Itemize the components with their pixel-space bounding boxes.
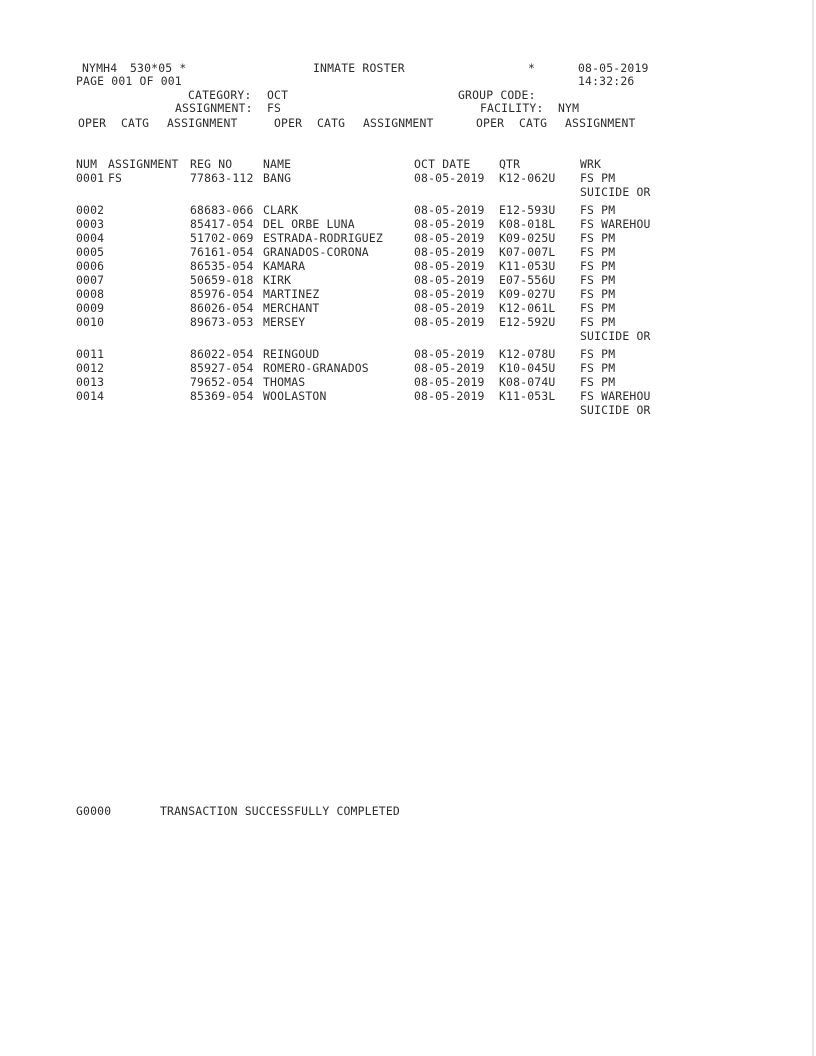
row-reg-no: 68683-066 [190, 203, 254, 217]
row-oct-date: 08-05-2019 [414, 273, 485, 287]
row-wrk: FS PM [580, 375, 616, 389]
oper-label-1: OPER [78, 116, 107, 130]
row-num: 0009 [76, 301, 105, 315]
row-oct-date: 08-05-2019 [414, 259, 485, 273]
row-wrk: FS PM [580, 301, 616, 315]
row-name: ESTRADA-RODRIGUEZ [263, 231, 383, 245]
row-wrk: FS PM [580, 361, 616, 375]
assignment-col-label-2: ASSIGNMENT [363, 116, 434, 130]
row-wrk: FS WAREHOU [580, 389, 651, 403]
row-qtr: K09-025U [499, 231, 556, 245]
row-reg-no: 89673-053 [190, 315, 254, 329]
col-name: NAME [263, 157, 292, 171]
row-qtr: K11-053U [499, 259, 556, 273]
row-name: REINGOUD [263, 347, 320, 361]
group-code-label: GROUP CODE: [458, 88, 536, 102]
row-qtr: K07-007L [499, 245, 556, 259]
table-row [0, 231, 816, 245]
row-qtr: K08-074U [499, 375, 556, 389]
row-name: MERCHANT [263, 301, 320, 315]
col-wrk: WRK [580, 157, 602, 171]
row-reg-no: 85927-054 [190, 361, 254, 375]
row-reg-no: 86535-054 [190, 259, 254, 273]
row-oct-date: 08-05-2019 [414, 361, 485, 375]
col-oct-date: OCT DATE [414, 157, 471, 171]
table-row [0, 361, 816, 375]
row-oct-date: 08-05-2019 [414, 171, 485, 185]
row-name: GRANADOS-CORONA [263, 245, 369, 259]
row-num: 0002 [76, 203, 105, 217]
row-reg-no: 86022-054 [190, 347, 254, 361]
row-qtr: E07-556U [499, 273, 556, 287]
row-qtr: K10-045U [499, 361, 556, 375]
row-wrk: FS PM [580, 171, 616, 185]
row-wrk: FS PM [580, 231, 616, 245]
table-row [0, 347, 816, 361]
row-wrk: FS PM [580, 347, 616, 361]
table-row-continuation [0, 185, 816, 199]
row-oct-date: 08-05-2019 [414, 375, 485, 389]
col-reg-no: REG NO [190, 157, 233, 171]
assignment-value: FS [267, 101, 282, 115]
row-wrk: FS PM [580, 203, 616, 217]
row-wrk: FS PM [580, 315, 616, 329]
row-name: WOOLASTON [263, 389, 327, 403]
system-code: NYMH4 [82, 61, 118, 75]
table-row [0, 389, 816, 403]
roster-header-row [0, 157, 816, 171]
row-oct-date: 08-05-2019 [414, 245, 485, 259]
row-qtr: K09-027U [499, 287, 556, 301]
row-wrk: FS PM [580, 259, 616, 273]
table-row [0, 315, 816, 329]
row-qtr: K12-078U [499, 347, 556, 361]
page-info: PAGE 001 OF 001 [76, 74, 182, 88]
facility-value: NYM [558, 101, 580, 115]
row-num: 0006 [76, 259, 105, 273]
row-assignment: FS [108, 171, 123, 185]
row-oct-date: 08-05-2019 [414, 315, 485, 329]
row-name: MARTINEZ [263, 287, 320, 301]
table-row [0, 259, 816, 273]
assignment-label: ASSIGNMENT: [175, 101, 253, 115]
assignment-col-label-3: ASSIGNMENT [565, 116, 636, 130]
row-wrk: FS PM [580, 273, 616, 287]
table-row [0, 375, 816, 389]
row-reg-no: 85976-054 [190, 287, 254, 301]
row-name: THOMAS [263, 375, 306, 389]
oper-label-2: OPER [274, 116, 303, 130]
report-title: INMATE ROSTER [313, 61, 405, 75]
row-qtr: K12-061L [499, 301, 556, 315]
row-qtr: E12-592U [499, 315, 556, 329]
row-num: 0012 [76, 361, 105, 375]
header-star: * [528, 61, 536, 75]
row-wrk-extra: SUICIDE OR [580, 403, 651, 417]
row-wrk: FS WAREHOU [580, 217, 651, 231]
row-reg-no: 77863-112 [190, 171, 254, 185]
row-name: KIRK [263, 273, 292, 287]
row-num: 0008 [76, 287, 105, 301]
row-reg-no: 51702-069 [190, 231, 254, 245]
screen-code: 530*05 * [130, 61, 187, 75]
table-row [0, 301, 816, 315]
row-qtr: E12-593U [499, 203, 556, 217]
row-reg-no: 76161-054 [190, 245, 254, 259]
row-oct-date: 08-05-2019 [414, 287, 485, 301]
col-qtr: QTR [499, 157, 521, 171]
row-num: 0011 [76, 347, 105, 361]
category-value: OCT [267, 88, 289, 102]
table-row-continuation [0, 329, 816, 343]
report-time: 14:32:26 [578, 74, 635, 88]
category-label: CATEGORY: [188, 88, 252, 102]
row-num: 0005 [76, 245, 105, 259]
catg-label-2: CATG [317, 116, 346, 130]
report-date: 08-05-2019 [578, 61, 649, 75]
row-wrk-extra: SUICIDE OR [580, 329, 651, 343]
row-num: 0014 [76, 389, 105, 403]
status-message: TRANSACTION SUCCESSFULLY COMPLETED [160, 804, 400, 818]
table-row [0, 217, 816, 231]
row-qtr: K12-062U [499, 171, 556, 185]
row-oct-date: 08-05-2019 [414, 231, 485, 245]
row-qtr: K11-053L [499, 389, 556, 403]
col-assignment: ASSIGNMENT [108, 157, 179, 171]
assignment-col-label-1: ASSIGNMENT [167, 116, 238, 130]
col-num: NUM [76, 157, 98, 171]
table-row [0, 273, 816, 287]
row-num: 0001 [76, 171, 105, 185]
row-name: MERSEY [263, 315, 306, 329]
row-reg-no: 85417-054 [190, 217, 254, 231]
row-oct-date: 08-05-2019 [414, 301, 485, 315]
table-row [0, 245, 816, 259]
table-row [0, 171, 816, 185]
row-name: BANG [263, 171, 292, 185]
row-oct-date: 08-05-2019 [414, 217, 485, 231]
row-num: 0003 [76, 217, 105, 231]
row-qtr: K08-018L [499, 217, 556, 231]
row-num: 0007 [76, 273, 105, 287]
row-reg-no: 86026-054 [190, 301, 254, 315]
row-wrk: FS PM [580, 287, 616, 301]
row-wrk-extra: SUICIDE OR [580, 185, 651, 199]
row-name: CLARK [263, 203, 299, 217]
row-oct-date: 08-05-2019 [414, 203, 485, 217]
row-name: ROMERO-GRANADOS [263, 361, 369, 375]
oper-label-3: OPER [476, 116, 505, 130]
table-row [0, 287, 816, 301]
row-name: KAMARA [263, 259, 306, 273]
facility-label: FACILITY: [480, 101, 544, 115]
row-num: 0010 [76, 315, 105, 329]
status-code: G0000 [76, 804, 112, 818]
table-row-continuation [0, 403, 816, 417]
row-oct-date: 08-05-2019 [414, 389, 485, 403]
row-oct-date: 08-05-2019 [414, 347, 485, 361]
row-num: 0013 [76, 375, 105, 389]
row-reg-no: 50659-018 [190, 273, 254, 287]
row-reg-no: 85369-054 [190, 389, 254, 403]
row-reg-no: 79652-054 [190, 375, 254, 389]
catg-label-1: CATG [121, 116, 150, 130]
table-row [0, 203, 816, 217]
catg-label-3: CATG [519, 116, 548, 130]
row-name: DEL ORBE LUNA [263, 217, 355, 231]
row-wrk: FS PM [580, 245, 616, 259]
row-num: 0004 [76, 231, 105, 245]
